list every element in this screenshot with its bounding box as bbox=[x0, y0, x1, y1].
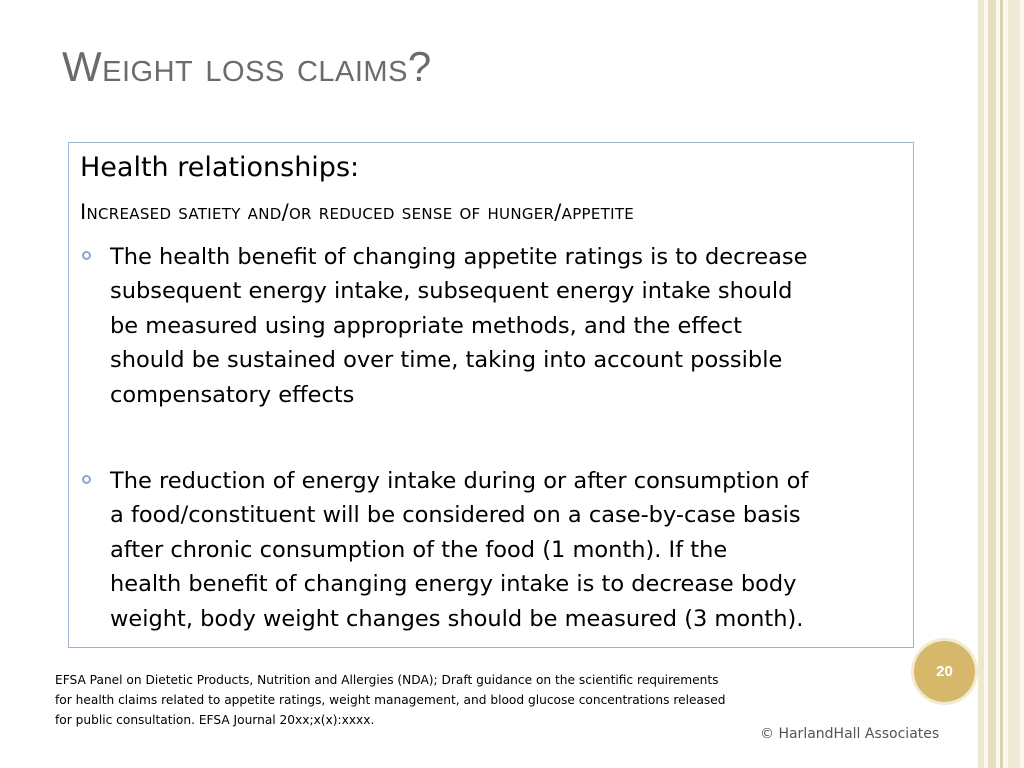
page-number: 20 bbox=[936, 663, 953, 680]
bullet-text: The reduction of energy intake during or after consumption of a food/constituent will be considered on a case-by-case basis after chronic consumption of the food (1 month). If the health benefit of changing energy intake is to decrease body weight, body weight changes should be measured (3 month). bbox=[110, 468, 809, 632]
stripe bbox=[1000, 0, 1003, 768]
subheading-secondary: Increased satiety and/or reduced sense of hunger/appetite bbox=[80, 200, 635, 224]
bullet-item bbox=[80, 464, 906, 636]
circle-bullet-icon bbox=[82, 251, 91, 260]
left-decorative-stripe bbox=[0, 0, 4, 768]
bullet-list bbox=[80, 240, 906, 636]
bullet-text: The health benefit of changing appetite ratings is to decrease subsequent energy intake, subsequent energy intake should be measured using appropriate methods, and the effect should be sustained over time, taking into account possible compensatory effects bbox=[110, 244, 808, 408]
stripe bbox=[1008, 0, 1020, 768]
page-number-badge bbox=[914, 641, 975, 702]
right-decorative-stripes bbox=[978, 0, 1024, 768]
stripe bbox=[978, 0, 984, 768]
circle-bullet-icon bbox=[82, 475, 91, 484]
slide-title: Weight loss claims? bbox=[62, 43, 432, 90]
stripe bbox=[988, 0, 996, 768]
copyright-notice: © HarlandHall Associates bbox=[760, 726, 940, 742]
bullet-item bbox=[80, 240, 906, 412]
subheading: Health relationships: bbox=[80, 152, 360, 183]
reference-citation: EFSA Panel on Dietetic Products, Nutrition and Allergies (NDA); Draft guidance on the scientific requirements for health claims related to appetite ratings, weight management, and blood glucose concentrations released for public consultation. EFSA Journal 20xx;x(x):xxxx. bbox=[55, 673, 726, 727]
